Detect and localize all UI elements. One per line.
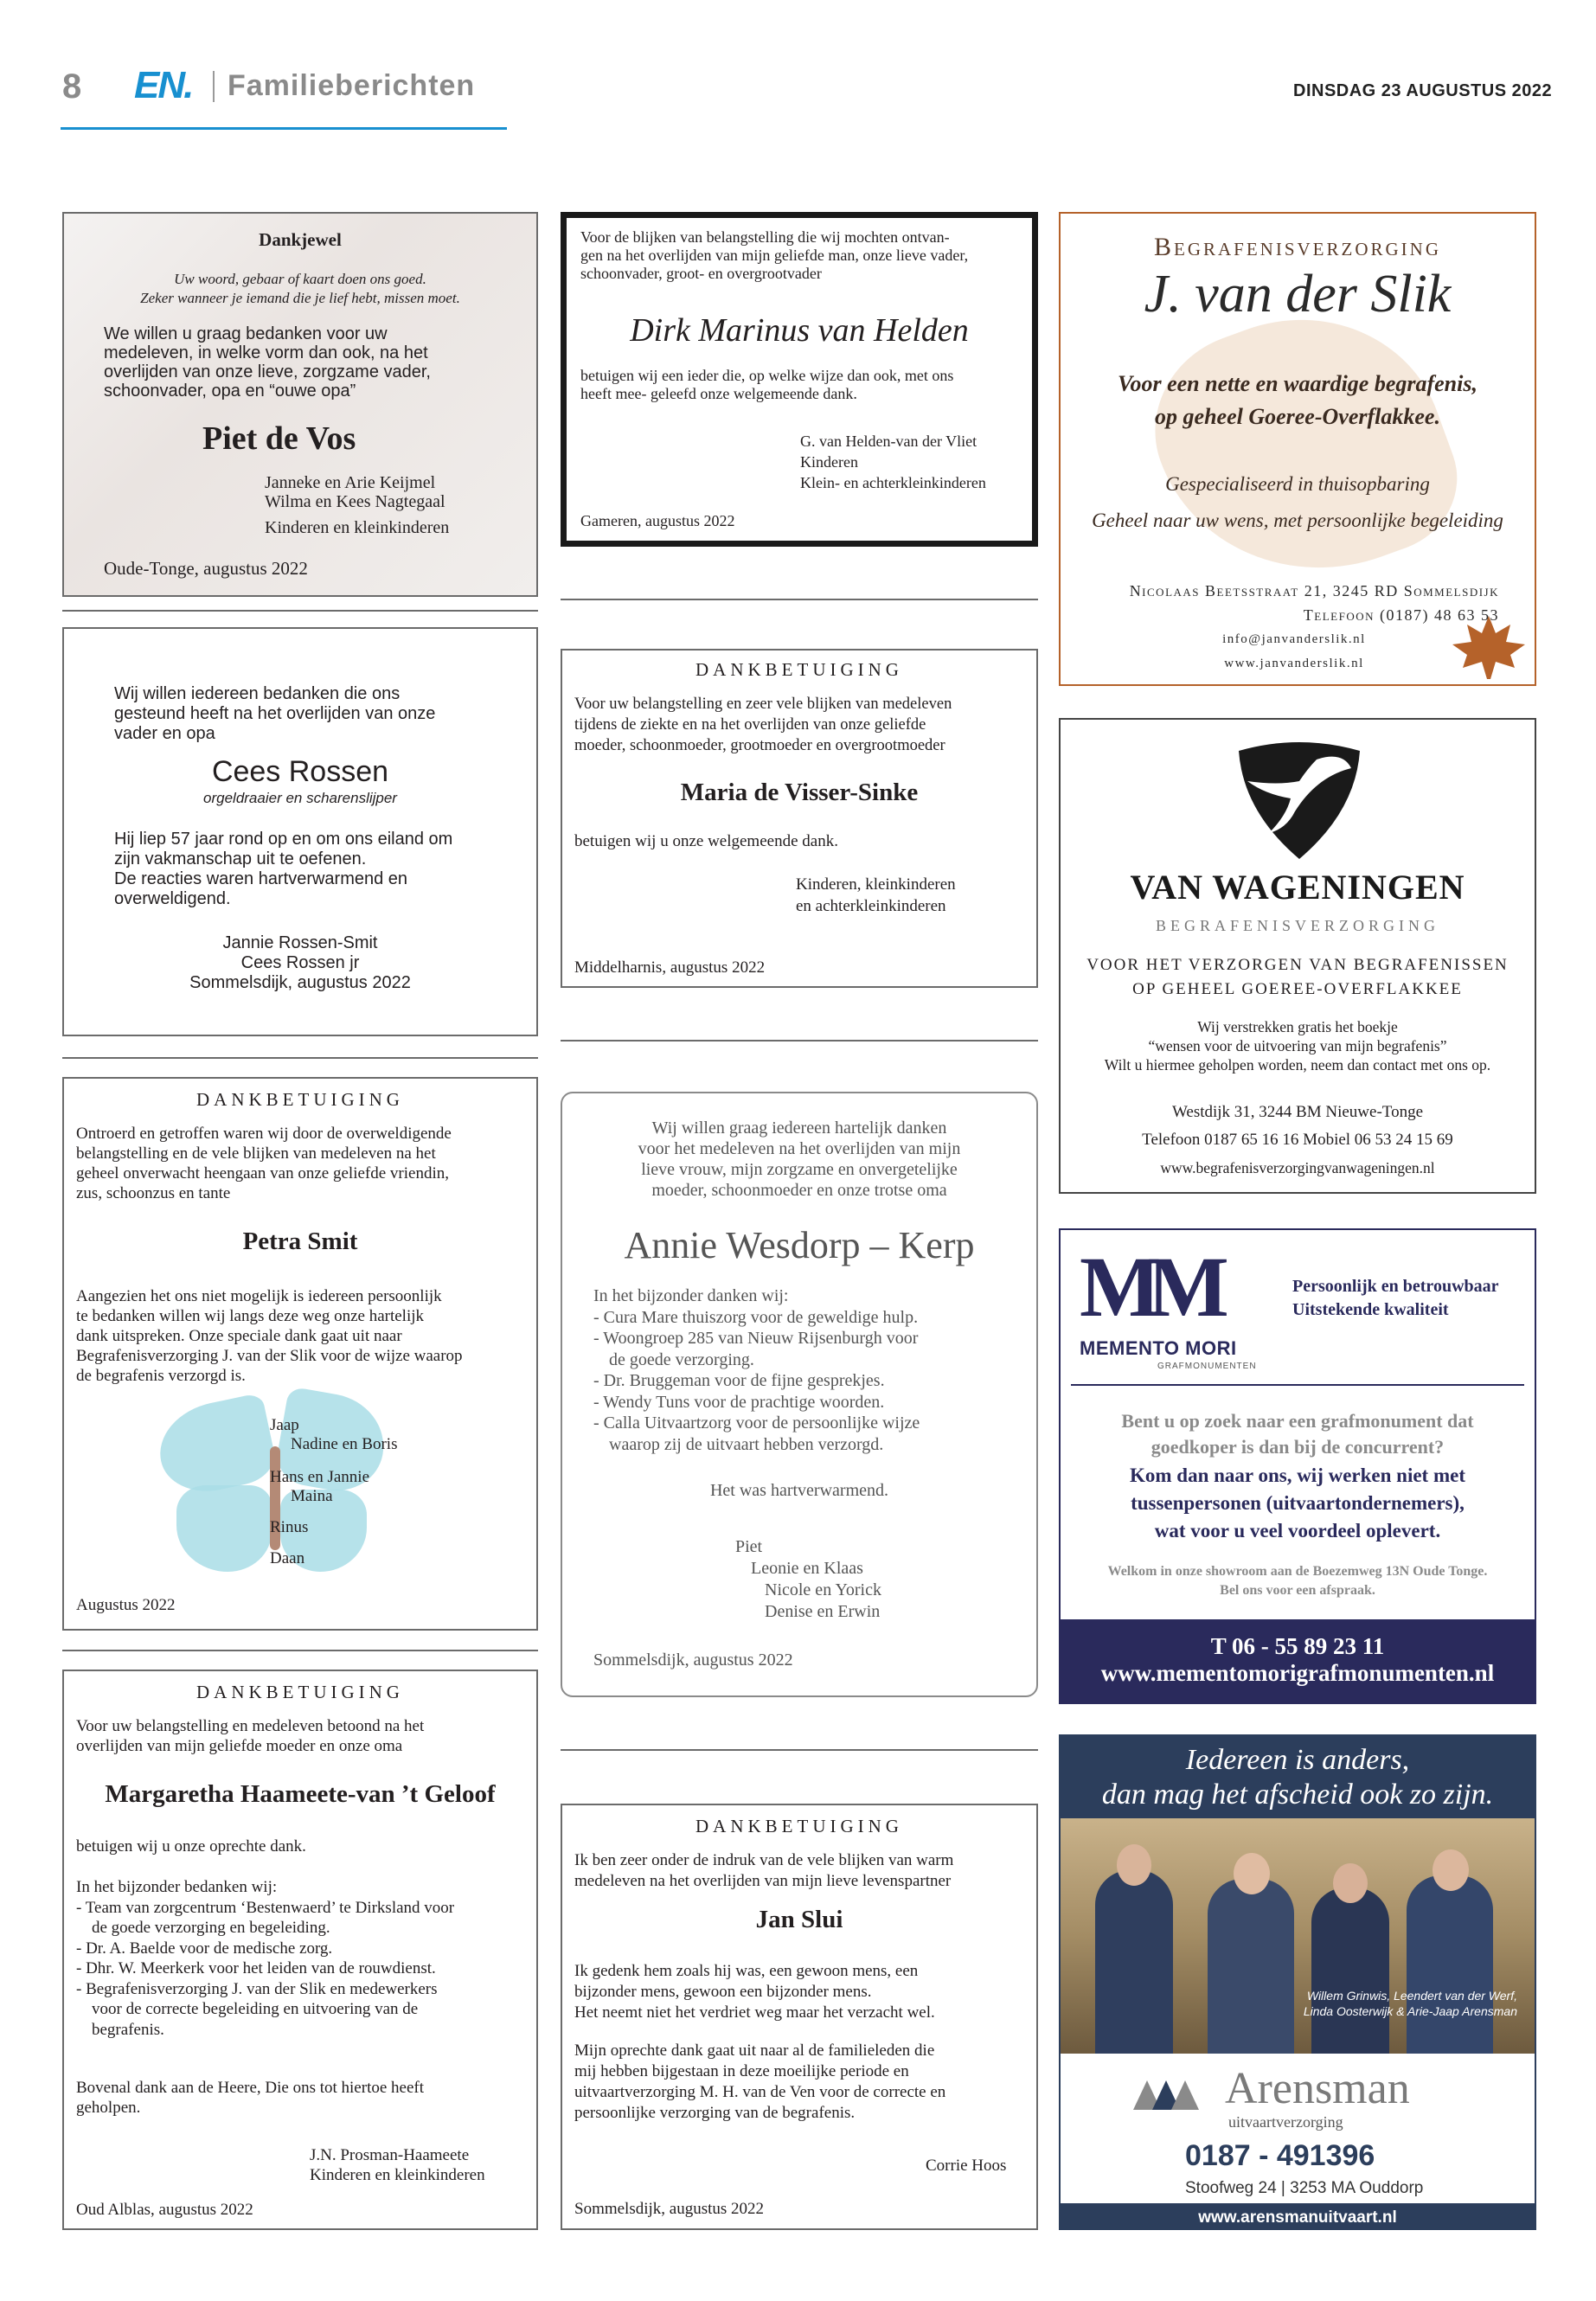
- column-divider: [561, 1749, 1038, 1751]
- deceased-name: Jan Slui: [755, 1906, 843, 1933]
- ad-maria-de-visser-sinke: [561, 649, 1038, 988]
- section-title: Familieberichten: [228, 69, 476, 102]
- deceased-name: Cees Rossen: [211, 755, 389, 788]
- ad-heading: DANKBETUIGING: [695, 1816, 903, 1836]
- address: Stoofweg 24 | 3253 MA Ouddorp: [1185, 2179, 1424, 2197]
- question: Bent u op zoek naar een grafmonument dat goedkoper is dan bij de concurrent?: [1121, 1410, 1474, 1458]
- ad-arensman: [1059, 1734, 1536, 2230]
- ad-place-date: Gameren, augustus 2022: [580, 512, 735, 529]
- ad-heading: Dankjewel: [259, 229, 342, 250]
- brand-name: Arensman: [1225, 2064, 1410, 2113]
- arensman-logo-icon: [1133, 2072, 1220, 2112]
- ad-body: betuigen wij u onze welgemeende dank.: [574, 832, 838, 850]
- ad-signature: Jannie Rossen-Smit Cees Rossen jr Sommelsdijk, augustus 2022: [189, 933, 411, 992]
- ad-signature: Piet Leonie en Klaas Nicole en Yorick Denise en Erwin: [735, 1537, 881, 1621]
- ad-body: Wij willen iedereen bedanken die ons gesteund heeft na het overlijden van onze vader en opa: [114, 684, 436, 743]
- column-divider: [62, 1650, 538, 1651]
- ad-jan-slui: [561, 1804, 1038, 2230]
- offer: Kom dan naar ons, wij werken niet met tussenpersonen (uitvaartondernemers), wat voor u veel voordeel oplevert.: [1129, 1465, 1465, 1541]
- newspaper-logo: EN.: [134, 64, 193, 106]
- page-number: 8: [62, 67, 82, 106]
- ad-body: betuigen wij u onze oprechte dank.: [76, 1837, 306, 1856]
- ad-heading: DANKBETUIGING: [196, 1682, 404, 1702]
- brand-name: J. van der Slik: [1144, 265, 1452, 324]
- brand-name: VAN WAGENINGEN: [1130, 868, 1465, 907]
- website-link[interactable]: www.mementomorigrafmonumenten.nl: [1100, 1660, 1495, 1686]
- deceased-name: Margaretha Haameete-van ’t Geloof: [105, 1780, 496, 1808]
- ad-j-van-der-slik: [1059, 212, 1536, 686]
- website-link[interactable]: www.begrafenisverzorgingvanwageningen.nl: [1160, 1159, 1435, 1176]
- mm-logo: MM: [1080, 1239, 1215, 1335]
- ad-signature: G. van Helden-van der Vliet Kinderen Klein- en achterkleinkinderen: [800, 433, 986, 491]
- ad-place-date: Oud Alblas, augustus 2022: [76, 2201, 253, 2219]
- brand-sub: uitvaartverzorging: [1228, 2113, 1343, 2131]
- header-separator: [213, 71, 215, 102]
- ad-intro: Wij willen graag iedereen hartelijk danken voor het medeleven na het overlijden van mijn lieve vrouw, mijn zorgzame en onvergetelijke moeder, schoonmoeder en onze trotse oma: [638, 1118, 961, 1200]
- website-link[interactable]: www.arensmanuitvaart.nl: [1061, 2203, 1535, 2230]
- team-photo: [1061, 1818, 1535, 2054]
- ad-margaretha-haameete: [62, 1670, 538, 2230]
- contact-block: Westdijk 31, 3244 BM Nieuwe-Tonge Telefoon 0187 65 16 16 Mobiel 06 53 24 15 69 www.begrafenisverzorgingvanwageningen.nl: [1061, 1099, 1535, 1182]
- ad-heading: DANKBETUIGING: [695, 659, 903, 680]
- website-link[interactable]: www.janvanderslik.nl: [1224, 657, 1364, 670]
- ad-place-date: Middelharnis, augustus 2022: [574, 958, 766, 977]
- ad-intro: Ontroerd en getroffen waren wij door de overweldigende belangstelling en de vele blijken van medeleven na het geheel onverwacht heengaan van onze geliefde vriendin, zus, schoonzus en tante: [76, 1125, 452, 1202]
- ad-body: Ik gedenk hem zoals hij was, een gewoon mens, een bijzonder mens, gewoon een bijzonder mens. Het neemt niet het verdriet weg maar het verzacht wel. Mijn oprechte dank gaat uit naar al de familieleden die mij hebben bijgestaan in deze moeilijke periode en uitvaartverzorging M. H. van de Ven voor de correcte en persoonlijke verzorging van de begrafenis.: [574, 1962, 946, 2122]
- ad-quote-line: Uw woord, gebaar of kaart doen ons goed.: [174, 271, 426, 287]
- brand-sub: BEGRAFENISVERZORGING: [1155, 917, 1439, 934]
- column-divider: [561, 1040, 1038, 1042]
- usp-list: Persoonlijk en betrouwbaar Uitstekende kwaliteit: [1292, 1277, 1499, 1319]
- ad-body: betuigen wij een ieder die, op welke wijze dan ook, met ons heeft mee- geleefd onze welgemeende dank.: [580, 367, 954, 402]
- divider: [1071, 1384, 1524, 1386]
- contact-bar: [1061, 1619, 1535, 1704]
- ad-closing: Bovenal dank aan de Heere, Die ons tot hiertoe heeft geholpen.: [76, 2079, 425, 2117]
- ad-signature: Janneke en Arie Keijmel Wilma en Kees Nagtegaal Kinderen en kleinkinderen: [265, 473, 450, 537]
- ad-signature: Corrie Hoos: [926, 2157, 1007, 2175]
- ad-date: Augustus 2022: [76, 1596, 176, 1614]
- ad-signature: Jaap Nadine en Boris Hans en Jannie Maina Rinus Daan: [270, 1416, 398, 1567]
- slogan: Voor een nette en waardige begrafenis, op geheel Goeree-Overflakkee.: [1118, 371, 1477, 429]
- ad-place-date: Oude-Tonge, augustus 2022: [104, 558, 308, 579]
- services: VOOR HET VERZORGEN VAN BEGRAFENISSEN OP GEHEEL GOEREE-OVERFLAKKEE: [1086, 956, 1509, 998]
- maple-leaf-icon: [1445, 612, 1532, 681]
- ad-thanks-list: In het bijzonder bedanken wij: - Team van zorgcentrum ‘Bestenwaerd’ te Dirksland voor de goede verzorging en begeleiding. - Dr. A. Baelde voor de medische zorg. - Dhr. W. Meerkerk voor het leiden van de rouwdienst. - Begrafenisverzorging J. van der Slik en medewerkers voor de correcte begeleiding en uitvoering van de begrafenis.: [76, 1878, 455, 2039]
- showroom-info: Welkom in onze showroom aan de Boezemweg 13N Oude Tonge. Bel ons voor een afspraak.: [1107, 1564, 1488, 1598]
- header-rule: [61, 127, 507, 130]
- contact-block: Nicolaas Beetsstraat 21, 3245 RD Sommelsdijk Telefoon (0187) 48 63 53: [1129, 582, 1499, 624]
- phone-number[interactable]: T 06 - 55 89 23 11: [1210, 1633, 1385, 1659]
- ad-text: Hij liep 57 jaar rond op en om ons eiland om zijn vakmanschap uit te oefenen. De reacties waren hartverwarmend en overweldigend.: [114, 830, 453, 908]
- ad-quote-line: Zeker wanneer je iemand die je lief hebt, missen moet.: [140, 290, 460, 306]
- ad-memento-mori: [1059, 1228, 1536, 1704]
- ad-van-wageningen: [1059, 718, 1536, 1194]
- ad-place-date: Sommelsdijk, augustus 2022: [593, 1650, 793, 1670]
- email-link[interactable]: info@janvanderslik.nl: [1222, 632, 1366, 646]
- ad-signature: J.N. Prosman-Haameete Kinderen en kleinkinderen: [310, 2146, 485, 2184]
- photo-caption: Willem Grinwis, Leendert van der Werf, Linda Oosterwijk & Arie-Jaap Arensman: [1303, 1989, 1517, 2018]
- phone-number[interactable]: 0187 - 491396: [1185, 2139, 1375, 2172]
- brand-name: MEMENTO MORI: [1080, 1337, 1237, 1359]
- services: Gespecialiseerd in thuisopbaring Geheel naar uw wens, met persoonlijke begeleiding: [1092, 473, 1503, 531]
- ad-intro: Voor de blijken van belangstelling die wij mochten ontvan- gen na het overlijden van mijn geliefde man, onze lieve vader, schoonvader, groot- en overgrootvader: [580, 228, 969, 282]
- ad-intro: Voor uw belangstelling en zeer vele blijken van medeleven tijdens de ziekte en na het overlijden van onze geliefde moeder, schoonmoeder, grootmoeder en overgrootmoeder: [574, 695, 952, 754]
- issue-date: DINSDAG 23 AUGUSTUS 2022: [1293, 81, 1553, 100]
- contact-web: [1138, 627, 1450, 676]
- ad-thanks-list: In het bijzonder danken wij: - Cura Mare thuiszorg voor de geweldige hulp. - Woongroep 285 van Nieuw Rijsenburgh voor de goede verzorging. - Dr. Bruggeman voor de fijne gesprekjes. - Wendy Tuns voor de prachtige woorden. - Calla Uitvaartzorg voor de persoonlijke wijze waarop zij de uitvaart hebben verzorgd.: [593, 1286, 920, 1454]
- deceased-name: Petra Smit: [242, 1227, 358, 1255]
- booklet-offer: Wij verstrekken gratis het boekje “wensen voor de uitvoering van mijn begrafenis” Wilt u hiermee geholpen worden, neem dan contact met ons op.: [1104, 1018, 1491, 1074]
- deceased-name: Annie Wesdorp – Kerp: [624, 1224, 975, 1266]
- column-divider: [62, 1057, 538, 1059]
- brand-line: Begrafenisverzorging: [1153, 233, 1441, 261]
- column-divider: [561, 599, 1038, 600]
- deceased-name: Piet de Vos: [202, 420, 356, 457]
- deceased-name: Dirk Marinus van Helden: [630, 312, 969, 349]
- ad-body: Aangezien het ons niet mogelijk is iedereen persoonlijk te bedanken willen wij langs deze weg onze hartelijk dank uitspreken. Onze speciale dank gaat uit naar Begrafenisverzorging J. van der Slik voor de wijze waarop de begrafenis verzorgd is.: [76, 1287, 463, 1385]
- ad-piet-de-vos: [62, 212, 538, 597]
- ad-petra-smit: [62, 1077, 538, 1631]
- brand-sub: GRAFMONUMENTEN: [1157, 1362, 1257, 1371]
- ad-heading: DANKBETUIGING: [196, 1089, 404, 1110]
- tagline: Iedereen is anders, dan mag het afscheid ook zo zijn.: [1061, 1736, 1535, 1818]
- ad-dirk-marinus-van-helden: [561, 212, 1038, 547]
- ad-body: We willen u graag bedanken voor uw medeleven, in welke vorm dan ook, na het overlijden van onze lieve, zorgzame vader, schoonvader, opa en “ouwe opa”: [104, 324, 431, 401]
- column-divider: [62, 610, 538, 612]
- bird-logo-icon: [1213, 734, 1386, 863]
- ad-place-date: Sommelsdijk, augustus 2022: [574, 2200, 765, 2218]
- ad-intro: Ik ben zeer onder de indruk van de vele blijken van warm medeleven na het overlijden van mijn lieve levenspartner: [574, 1851, 954, 1890]
- deceased-name: Maria de Visser-Sinke: [680, 779, 919, 806]
- ad-closing: Het was hartverwarmend.: [709, 1481, 889, 1500]
- deceased-subtitle: orgeldraaier en scharenslijper: [203, 790, 397, 806]
- ad-signature: Kinderen, kleinkinderen en achterkleinkinderen: [796, 875, 956, 915]
- ad-annie-wesdorp-kerp: [561, 1092, 1038, 1697]
- leaf-watermark: [1128, 278, 1477, 616]
- ad-intro: Voor uw belangstelling en medeleven betoond na het overlijden van mijn geliefde moeder en onze oma: [76, 1717, 425, 1755]
- ad-cees-rossen: [62, 627, 538, 1036]
